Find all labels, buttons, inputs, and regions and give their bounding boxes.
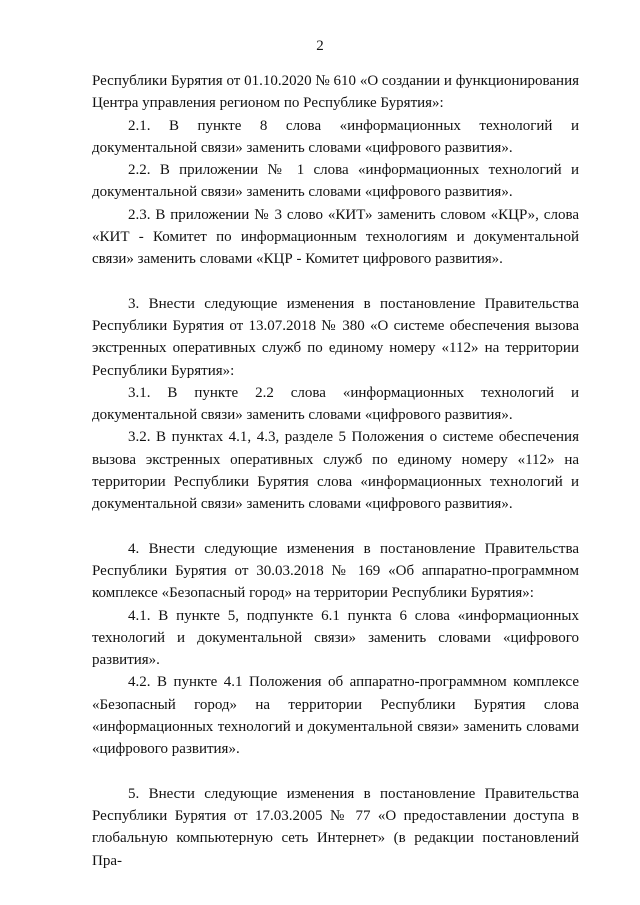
paragraph: 5. Внести следующие изменения в постановление Правительства Республики Бурятия от 17.03.2005 № 77 «О предоставлении доступа в глобальную компьютерную сеть Интернет» (в редакции постановлений Пра- bbox=[92, 785, 579, 869]
document-body bbox=[92, 70, 579, 872]
paragraph: 3.2. В пунктах 4.1, 4.3, разделе 5 Положения о системе обеспечения вызова экстренных оперативных служб по единому номеру «112» на территории Республики Бурятия слова «информационных технологий и документальной связи» заменить словами «цифрового развития». bbox=[92, 429, 579, 513]
paragraph: Республики Бурятия от 01.10.2020 № 610 «О создании и функционирования Центра управления регионом по Республике Бурятия»: bbox=[92, 73, 579, 112]
section-spacer bbox=[92, 761, 579, 783]
paragraph: 4. Внести следующие изменения в постановление Правительства Республики Бурятия от 30.03.2018 № 169 «Об аппаратно-программном комплексе «Безопасный город» на территории Республики Бурятия»: bbox=[92, 540, 579, 602]
section-spacer bbox=[92, 271, 579, 293]
paragraph: 2.3. В приложении № 3 слово «КИТ» заменить словом «КЦР», слова «КИТ - Комитет по информационным технологиям и документальной связи» заменить словами «КЦР - Комитет цифрового развития». bbox=[92, 206, 579, 268]
paragraph: 2.1. В пункте 8 слова «информационных технологий и документальной связи» заменить словами «цифрового развития». bbox=[92, 117, 579, 156]
paragraph: 3.1. В пункте 2.2 слова «информационных технологий и документальной связи» заменить словами «цифрового развития». bbox=[92, 384, 579, 424]
paragraph: 2.2. В приложении № 1 слова «информационных технологий и документальной связи» заменить словами «цифрового развития». bbox=[92, 162, 579, 201]
paragraph: 4.2. В пункте 4.1 Положения об аппаратно-программном комплексе «Безопасный город» на территории Республики Бурятия слова «информационных технологий и документальной связи» заменить словами «цифрового развития». bbox=[92, 674, 579, 758]
page-number: 2 bbox=[316, 38, 324, 54]
paragraph: 4.1. В пункте 5, подпункте 6.1 пункта 6 слова «информационных технологий и документальной связи» заменить словами «цифрового развития». bbox=[92, 607, 579, 669]
paragraph: 3. Внести следующие изменения в постановление Правительства Республики Бурятия от 13.07.2018 № 380 «О системе обеспечения вызова экстренных оперативных служб по единому номеру «112» на территории Республики Бурятия»: bbox=[92, 295, 579, 379]
section-spacer bbox=[92, 516, 579, 538]
